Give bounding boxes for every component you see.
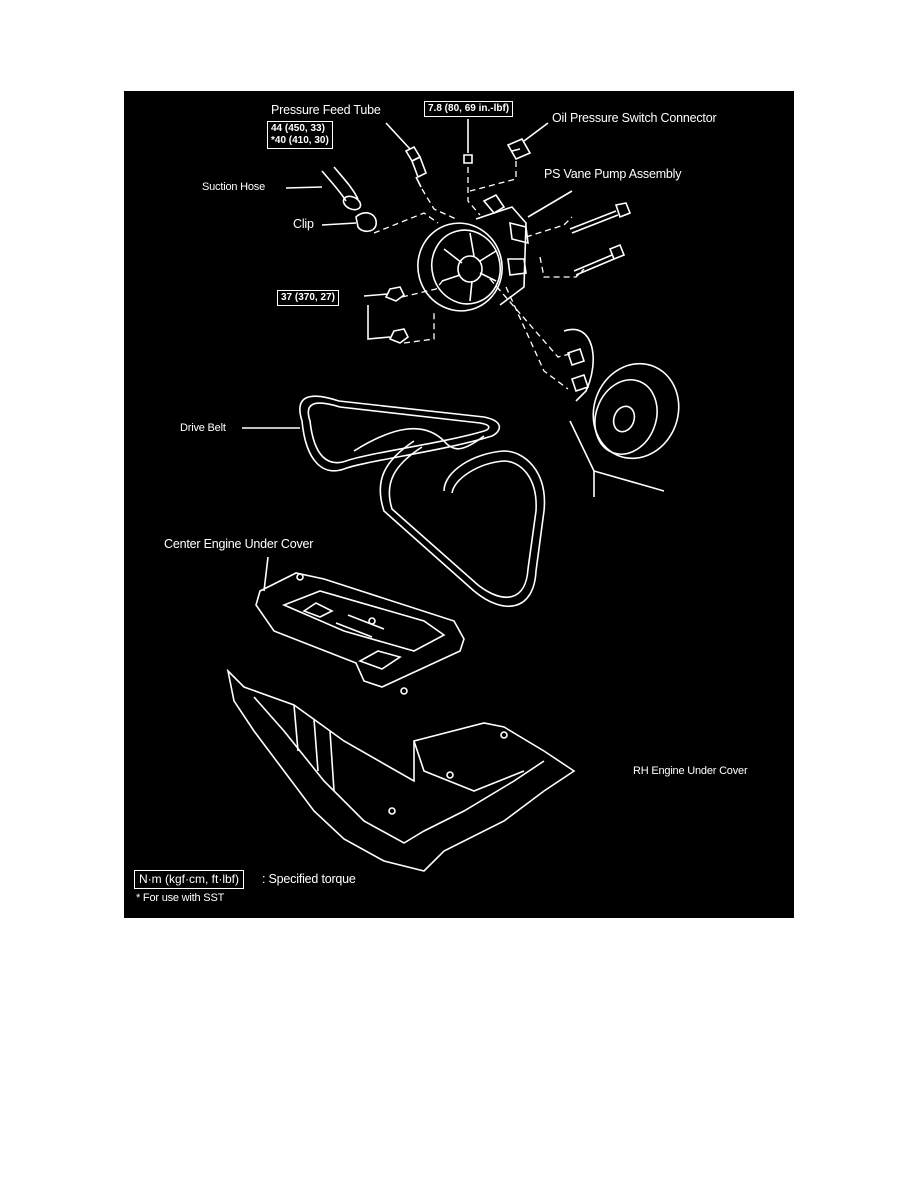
clip-part <box>322 213 376 231</box>
oil-pressure-switch-connector-part <box>508 123 548 159</box>
torque-box-switch-bolt <box>424 101 513 117</box>
diagram-panel <box>124 91 794 918</box>
switch-bolt-part <box>464 119 472 163</box>
torque-feed-tube-line1: 44 (450, 33) <box>271 123 325 134</box>
label-oil-pressure-switch-connector: Oil Pressure Switch Connector <box>552 111 717 125</box>
long-bolts-part <box>570 203 630 275</box>
label-drive-belt: Drive Belt <box>180 422 226 434</box>
torque-box-pump-bolts <box>277 290 339 306</box>
label-pressure-feed-tube: Pressure Feed Tube <box>271 103 381 117</box>
legend-sst-note: * For use with SST <box>136 892 225 904</box>
pressure-feed-tube-part <box>386 123 426 187</box>
label-ps-vane-pump-assembly: PS Vane Pump Assembly <box>544 167 682 181</box>
legend-unit-text: : Specified torque <box>262 872 356 886</box>
suction-hose-part <box>286 167 363 212</box>
crank-pulley-part <box>564 329 692 497</box>
drive-belt-part <box>242 396 544 606</box>
label-rh-engine-under-cover: RH Engine Under Cover <box>633 765 748 777</box>
nuts-part <box>364 287 408 343</box>
torque-box-feed-tube <box>267 121 333 149</box>
torque-switch-bolt: 7.8 (80, 69 in.-lbf) <box>428 103 510 114</box>
label-suction-hose: Suction Hose <box>202 181 266 193</box>
dashed-guide-lines <box>374 161 584 389</box>
center-under-cover-part <box>256 557 464 694</box>
ps-vane-pump-part <box>408 191 572 320</box>
legend-unit-box: N·m (kgf·cm, ft·lbf) <box>134 870 244 889</box>
rh-under-cover-part <box>228 671 574 871</box>
torque-pump-bolts: 37 (370, 27) <box>281 292 335 303</box>
label-clip: Clip <box>293 217 314 231</box>
torque-feed-tube-line2: *40 (410, 30) <box>271 135 329 146</box>
exploded-view-drawing <box>124 91 794 918</box>
label-center-engine-under-cover: Center Engine Under Cover <box>164 537 314 551</box>
